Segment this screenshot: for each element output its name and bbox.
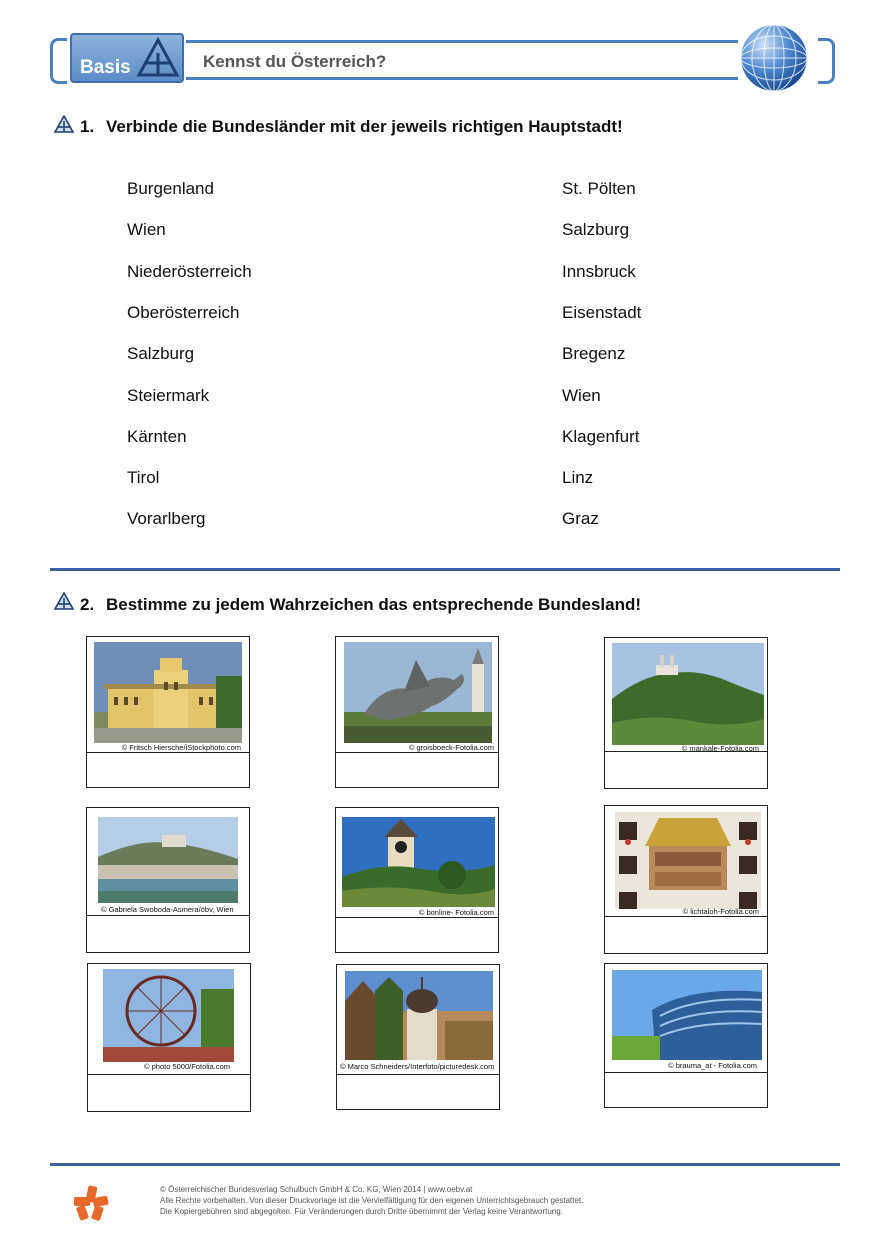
basis-label: Basis — [80, 57, 131, 78]
answer-field[interactable] — [337, 1074, 499, 1109]
section-divider — [50, 568, 840, 571]
capital-item: Klagenfurt — [562, 426, 640, 446]
capital-item: Innsbruck — [562, 261, 636, 281]
answer-field[interactable] — [605, 751, 767, 788]
landmark-photo-ferris-wheel — [103, 969, 234, 1062]
landmark-photo-modern-building — [612, 970, 762, 1060]
landmark-card — [336, 964, 500, 1110]
capital-item: Bregenz — [562, 344, 626, 364]
exercise2-instruction: Bestimme zu jedem Wahrzeichen das entsprechende Bundesland! — [106, 595, 642, 614]
landmark-photo-onion-tower — [345, 971, 493, 1060]
landmark-card — [604, 963, 768, 1108]
photo-credit: © Marco Schneiders/Interfoto/picturedesk.com — [340, 1062, 495, 1071]
state-item: Kärnten — [127, 426, 187, 446]
globe-icon — [740, 24, 808, 92]
state-item: Niederösterreich — [127, 261, 252, 281]
photo-credit: © bonline- Fotolia.com — [418, 908, 494, 917]
capital-item: Linz — [562, 468, 594, 488]
exercise1-number: 1. — [80, 117, 95, 136]
answer-field[interactable] — [605, 916, 767, 953]
footer-divider — [50, 1163, 840, 1166]
header-bracket-left — [50, 38, 67, 84]
answer-field[interactable] — [88, 1074, 250, 1111]
exercise2-number: 2. — [80, 595, 95, 614]
landmark-photo-golden-roof — [615, 812, 761, 909]
copyright-line: © Österreichischer Bundesverlag Schulbuch GmbH & Co. KG, Wien 2014 | www.oebv.at — [160, 1185, 473, 1194]
landmark-photo-hill-church — [612, 643, 764, 745]
exercise-triangle-icon — [54, 592, 74, 610]
capital-item: Graz — [562, 509, 599, 529]
landmark-photo-dragon — [344, 642, 492, 743]
answer-field[interactable] — [87, 752, 249, 787]
landmark-card — [335, 636, 499, 788]
header-line-top — [186, 40, 738, 43]
photo-credit: © photo 5000/Fotolia.com — [144, 1062, 230, 1071]
page-title: Kennst du Österreich? — [203, 52, 387, 71]
state-item: Oberösterreich — [127, 302, 240, 322]
rights-line: Alle Rechte vorbehalten. Von dieser Druckvorlage ist die Vervielfältigung für den eigenen Unterrichtsgebrauch gestattet. — [160, 1196, 584, 1205]
photo-credit: © lichtaloh-Fotolia.com — [682, 907, 759, 916]
landmark-card — [86, 636, 250, 788]
exercise1-instruction: Verbinde die Bundesländer mit der jeweils richtigen Hauptstadt! — [106, 117, 623, 136]
photo-credit: © Fritsch Hiersche/iStockphoto.com — [121, 743, 241, 752]
landmark-card — [604, 805, 768, 954]
fees-line: Die Kopiergebühren sind abgegolten. Für Veränderungen durch Dritte übernimmt der Verlag keine Verantwortung. — [160, 1207, 563, 1216]
capital-item: Salzburg — [562, 220, 630, 240]
state-item: Wien — [127, 220, 166, 240]
photo-credit: © groisboeck-Fotolia.com — [408, 743, 494, 752]
state-item: Salzburg — [127, 344, 195, 364]
capital-item: Eisenstadt — [562, 302, 642, 322]
landmark-photo-fortress-river — [98, 817, 238, 903]
header-line-bottom — [186, 77, 738, 80]
answer-field[interactable] — [336, 917, 498, 952]
answer-field[interactable] — [605, 1072, 767, 1107]
photo-credit: © brauma_at - Fotolia.com — [668, 1061, 757, 1070]
state-item: Burgenland — [127, 179, 214, 198]
landmark-card — [87, 963, 251, 1112]
landmark-card — [604, 637, 768, 789]
landmark-card — [335, 807, 499, 953]
header-bracket-right — [818, 38, 835, 84]
landmark-photo-palace — [94, 642, 242, 743]
state-item: Vorarlberg — [127, 509, 206, 529]
capital-item: Wien — [562, 385, 601, 405]
photo-credit: © Gabriela Swoboda-Asmera/öbv, Wien — [101, 905, 234, 914]
answer-field[interactable] — [336, 752, 498, 787]
basis-triangle-icon — [136, 37, 180, 79]
capital-item: St. Pölten — [562, 179, 636, 198]
state-item: Steiermark — [127, 385, 210, 405]
basis-badge — [70, 33, 184, 83]
landmark-card — [86, 807, 250, 953]
photo-credit: © mankale-Fotolia.com — [681, 744, 759, 753]
landmark-photo-clock-tower — [342, 817, 495, 907]
answer-field[interactable] — [87, 915, 249, 952]
state-item: Tirol — [127, 468, 160, 488]
publisher-logo-icon — [72, 1184, 110, 1222]
exercise-triangle-icon — [54, 115, 74, 133]
